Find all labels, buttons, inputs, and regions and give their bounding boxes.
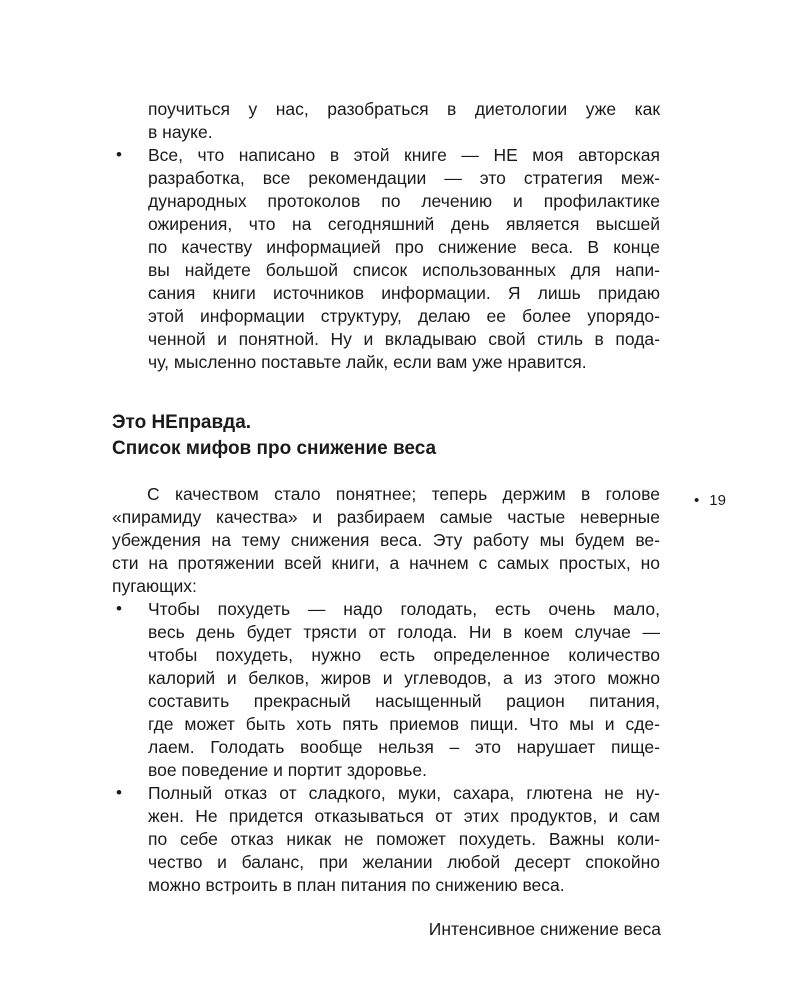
myth-sweets-line: можно встроить в план питания по снижению веса. — [148, 875, 565, 895]
myth-sweets-line: жен. Не придется отказываться от этих продуктов, и сам — [148, 806, 660, 826]
bullet-marker: • — [116, 783, 122, 802]
intro-tail-line: в науке. — [148, 122, 213, 142]
section-intro-line: пугающих: — [112, 576, 197, 596]
section-heading-line2: Список мифов про снижение веса — [112, 438, 437, 459]
bullet-about-book-line: разработка, все рекомендации — это стратегия меж- — [148, 168, 660, 188]
running-footer: Интенсивное снижение веса — [428, 919, 661, 939]
bullet-about-book-line: чу, мысленно поставьте лайк, если вам уже нравится. — [148, 352, 587, 372]
bullet-about-book-line: ченной и понятной. Ну и вкладываю свой стиль в пода- — [148, 329, 660, 349]
section-heading-line1: Это НЕправда. — [112, 412, 252, 433]
page-number — [694, 491, 726, 511]
bullet-marker: • — [116, 599, 122, 618]
myth-starving-line: где может быть хоть пять приемов пищи. Что мы и сде- — [148, 714, 660, 734]
page-number-dot: • — [694, 492, 700, 509]
myth-starving-line: весь день будет трясти от голода. Ни в коем случае — — [148, 622, 660, 642]
myth-sweets-line: по себе отказ никак не поможет похудеть. Важны коли- — [148, 829, 660, 849]
myth-starving-line: составить прекрасный насыщенный рацион питания, — [148, 691, 660, 711]
bullet-marker: • — [116, 145, 122, 164]
myth-starving-line: лаем. Голодать вообще нельзя – это нарушает пище- — [148, 737, 660, 757]
myth-starving-line: вое поведение и портит здоровье. — [148, 760, 427, 780]
bullet-about-book-line: сания книги источников информации. Я лишь придаю — [148, 283, 660, 303]
myth-starving-line: Чтобы похудеть — надо голодать, есть очень мало, — [148, 599, 660, 619]
page-number-value: 19 — [709, 492, 726, 509]
myth-sweets-line: чество и баланс, при желании любой десерт спокойно — [148, 852, 660, 872]
intro-tail-line: поучиться у нас, разобраться в диетологии уже как — [148, 99, 660, 119]
bullet-about-book-line: этой информации структуру, делаю ее более упорядо- — [148, 306, 660, 326]
bullet-about-book-line: вы найдете большой список использованных для напи- — [148, 260, 660, 280]
section-intro-line: сти на протяжении всей книги, а начнем с самых простых, но — [112, 553, 660, 573]
section-intro-line: убеждения на тему снижения веса. Эту работу мы будем ве- — [112, 530, 660, 550]
bullet-about-book-line: по качеству информацией про снижение веса. В конце — [148, 237, 660, 257]
myth-starving-line: чтобы похудеть, нужно есть определенное количество — [148, 645, 660, 665]
bullet-about-book-line: дународных протоколов по лечению и профилактике — [148, 191, 660, 211]
bullet-about-book-line: ожирения, что на сегодняшний день является высшей — [148, 214, 660, 234]
section-intro-line: С качеством стало понятнее; теперь держим в голове — [147, 484, 660, 504]
bullet-about-book-line: Все, что написано в этой книге — НЕ моя авторская — [148, 145, 660, 165]
myth-starving-line: калорий и белков, жиров и углеводов, а из этого можно — [148, 668, 660, 688]
myth-sweets-line: Полный отказ от сладкого, муки, сахара, глютена не ну- — [148, 783, 660, 803]
section-intro-line: «пирамиду качества» и разбираем самые частые неверные — [112, 507, 660, 527]
